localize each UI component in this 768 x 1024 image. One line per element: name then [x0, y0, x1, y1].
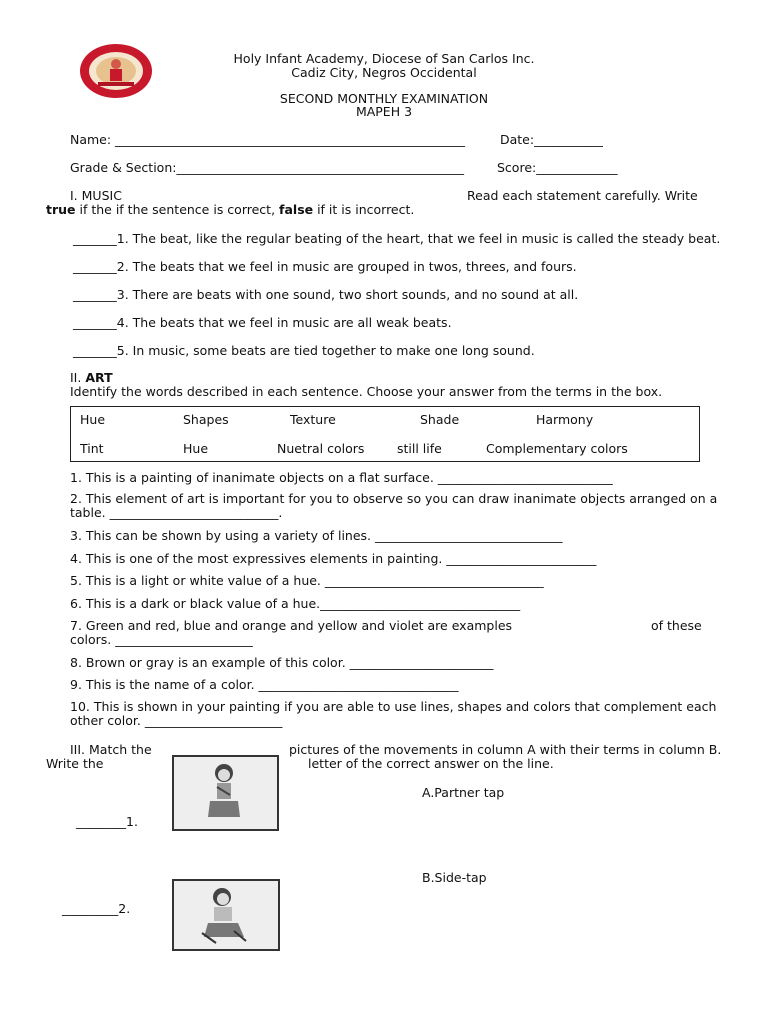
- art-question: 9. This is the name of a color. ________________________________: [70, 677, 459, 692]
- art-question-cont: colors. ______________________: [70, 632, 253, 647]
- music-item: _______4. The beats that we feel in music are all weak beats.: [73, 315, 452, 330]
- option-a: A.Partner tap: [422, 785, 505, 800]
- partner-tap-picture: [172, 755, 279, 831]
- music-item: _______2. The beats that we feel in music are grouped in twos, threes, and fours.: [73, 259, 577, 274]
- art-question: 5. This is a light or white value of a hue. ___________________________________: [70, 573, 544, 588]
- art-question: 1. This is a painting of inanimate objects on a flat surface. ____________________________: [70, 470, 613, 485]
- music-item: _______3. There are beats with one sound, two short sounds, and no sound at all.: [73, 287, 579, 302]
- art-question: 3. This can be shown by using a variety of lines. ______________________________: [70, 528, 563, 543]
- box-term: Shapes: [183, 412, 229, 427]
- box-term: Tint: [80, 441, 104, 456]
- art-question: 2. This element of art is important for you to observe so you can draw inanimate objects arranged on a: [70, 491, 718, 506]
- match-instruction: pictures of the movements in column A with their terms in column B.: [289, 742, 722, 757]
- art-question-end: of these: [651, 618, 702, 633]
- instruction-text: if the if the sentence is correct,: [75, 202, 280, 217]
- match-instruction-2b: letter of the correct answer on the line.: [308, 756, 554, 771]
- art-question: 10. This is shown in your painting if you are able to use lines, shapes and colors that complement each: [70, 699, 717, 714]
- box-term: Texture: [290, 412, 336, 427]
- art-question: 4. This is one of the most expressives elements in painting. ________________________: [70, 551, 597, 566]
- music-heading: I. MUSIC: [70, 188, 122, 203]
- music-item: _______5. In music, some beats are tied together to make one long sound.: [73, 343, 535, 358]
- true-keyword: true: [46, 202, 76, 217]
- date-field[interactable]: Date:___________: [500, 132, 603, 147]
- art-heading: [70, 370, 113, 385]
- grade-section-field[interactable]: Grade & Section:______________________________________________: [70, 160, 464, 175]
- score-field[interactable]: Score:_____________: [497, 160, 618, 175]
- box-term: Complementary colors: [486, 441, 628, 456]
- instruction-text-end: if it is incorrect.: [313, 202, 415, 217]
- art-instruction: Identify the words described in each sentence. Choose your answer from the terms in the box.: [70, 384, 663, 399]
- school-location: Cadiz City, Negros Occidental: [291, 65, 477, 80]
- art-heading-bold: ART: [85, 370, 113, 385]
- art-question-cont: table. ___________________________.: [70, 505, 283, 520]
- box-term: Shade: [420, 412, 460, 427]
- side-tap-picture: [172, 879, 280, 951]
- art-heading-prefix: II.: [70, 370, 86, 385]
- box-term: Nuetral colors: [277, 441, 365, 456]
- name-field[interactable]: Name: ________________________________________________________: [70, 132, 466, 147]
- match-heading: III. Match the: [70, 742, 152, 757]
- box-term: Harmony: [536, 412, 594, 427]
- art-question: 6. This is a dark or black value of a hue.________________________________: [70, 596, 521, 611]
- exam-title: SECOND MONTHLY EXAMINATION: [279, 91, 489, 106]
- music-item: _______1. The beat, like the regular beating of the heart, that we feel in music is called the steady beat.: [73, 231, 721, 246]
- art-question: 8. Brown or gray is an example of this color. _______________________: [70, 655, 494, 670]
- box-term: still life: [397, 441, 442, 456]
- option-b: B.Side-tap: [422, 870, 487, 885]
- music-instruction-right: Read each statement carefully. Write: [467, 188, 698, 203]
- art-question-cont: other color. ______________________: [70, 713, 283, 728]
- box-term: Hue: [80, 412, 106, 427]
- school-name: Holy Infant Academy, Diocese of San Carlos Inc.: [233, 51, 535, 66]
- subject-title: MAPEH 3: [355, 104, 413, 119]
- answer-blank-1[interactable]: ________1.: [76, 814, 138, 829]
- match-instruction-2a: Write the: [46, 756, 104, 771]
- box-term: Hue: [183, 441, 209, 456]
- art-question: 7. Green and red, blue and orange and yellow and violet are examples: [70, 618, 513, 633]
- music-instruction: [46, 202, 414, 217]
- answer-blank-2[interactable]: _________2.: [62, 901, 131, 916]
- false-keyword: false: [279, 202, 314, 217]
